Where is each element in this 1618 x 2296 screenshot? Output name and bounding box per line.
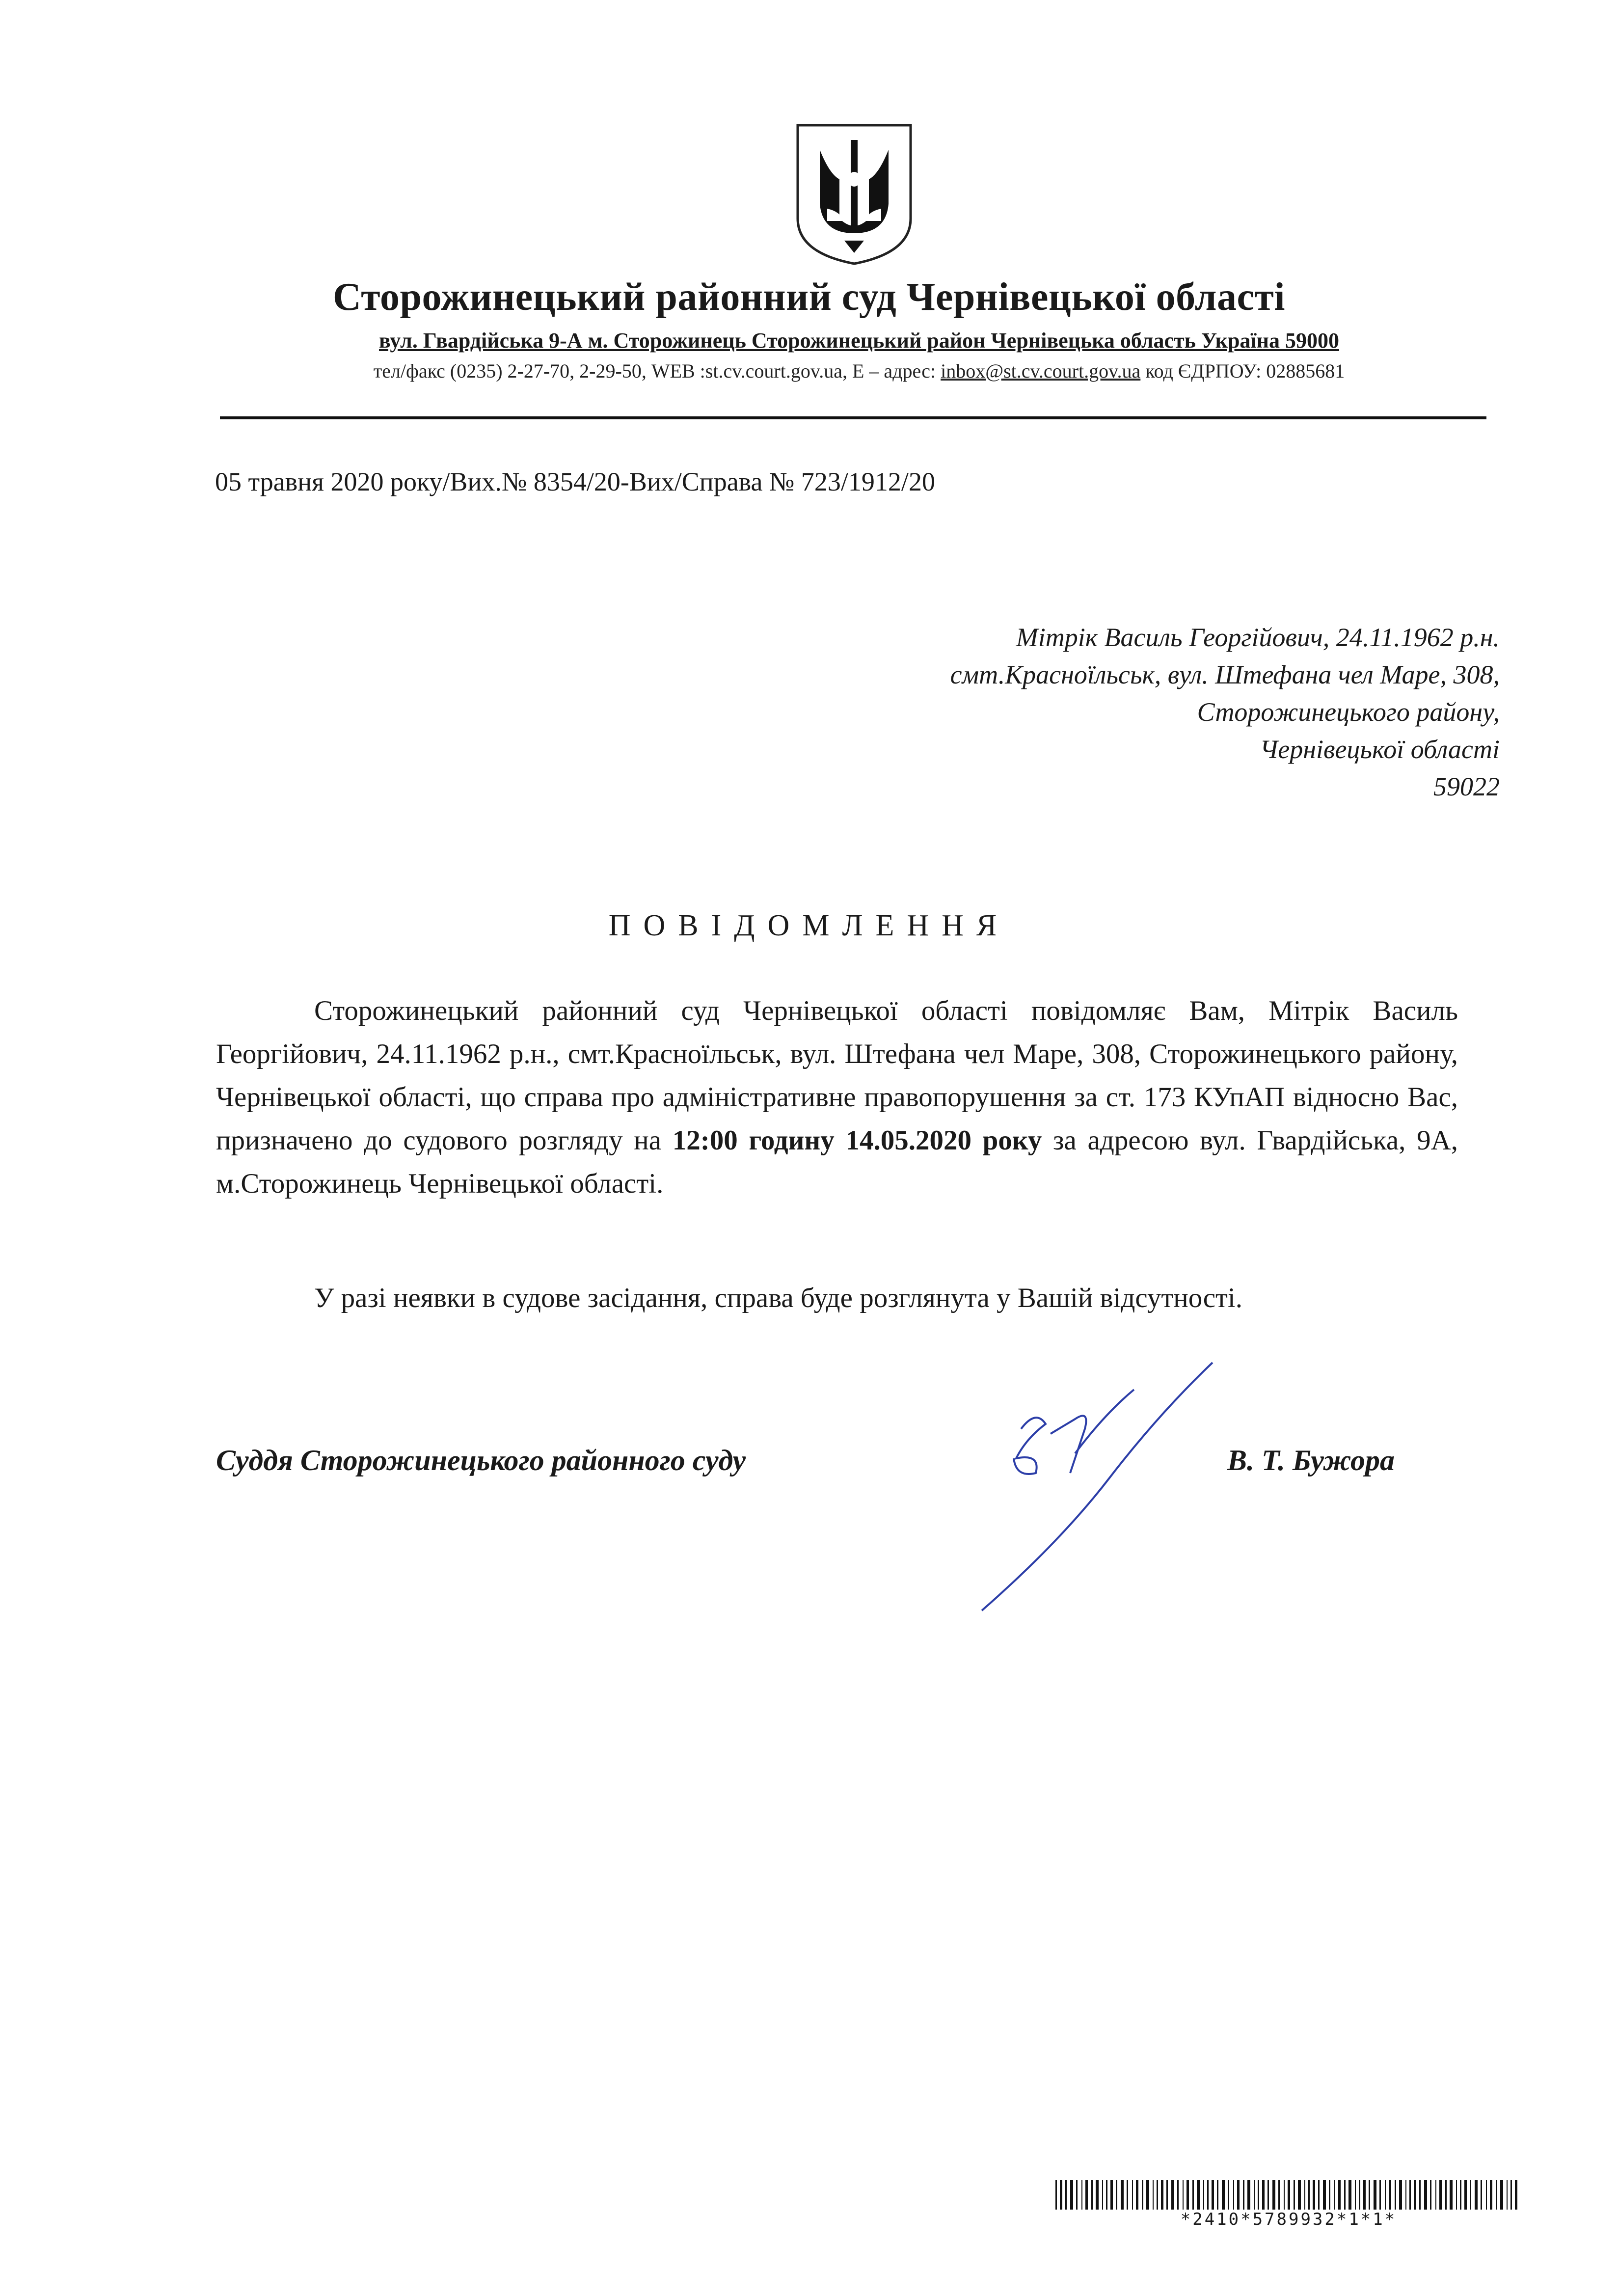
court-name: Сторожинецький районний суд Чернівецької області — [332, 275, 1285, 319]
handwritten-signature-icon — [962, 1355, 1217, 1620]
signer-title: Суддя Сторожинецького районного суду — [216, 1444, 746, 1476]
outgoing-reference: 05 травня 2020 року/Вих.№ 8354/20-Вих/Справа № 723/1912/20 — [215, 467, 935, 496]
barcode-icon — [1055, 2180, 1522, 2210]
document-title: ПОВІДОМЛЕННЯ — [608, 909, 1010, 942]
recipient-line: Сторожинецького району, — [1197, 697, 1500, 727]
contacts-suffix: код ЄДРПОУ: 02885681 — [1140, 360, 1345, 382]
recipient-address-block — [736, 619, 1500, 805]
trident-coat-of-arms-icon — [793, 120, 916, 268]
recipient-line: смт.Красноїльськ, вул. Штефана чел Маре, 308, — [950, 660, 1500, 689]
recipient-line: Чернівецької області — [1260, 735, 1500, 764]
paragraph-text: за адресою вул. Гвардійська, 9А, м.Сторожинець Чернівецької області. — [216, 1125, 1458, 1199]
hearing-datetime: 12:00 годину 14.05.2020 року — [672, 1125, 1042, 1156]
recipient-line: 59022 — [1433, 772, 1500, 801]
absence-warning-paragraph: У разі неявки в судове засідання, справа буде розглянута у Вашій відсутності. — [314, 1283, 1243, 1313]
paragraph-text: Сторожинецький районний суд Чернівецької області повідомляє Вам, Мітрік Василь Георгійович, 24.11.1962 р.н., смт.Красноїльськ, вул. Штефана чел Маре, 308, Сторожинецького району, Чернівецької області, що справа про адміністративне правопорушення за ст. 173 КУпАП відносно Вас, призначено до судового розгляду на — [216, 995, 1458, 1156]
contacts-prefix: тел/факс (0235) 2-27-70, 2-29-50, WEB :st.cv.court.gov.ua, E – адрес: — [373, 360, 941, 382]
recipient-line: Мітрік Василь Георгійович, 24.11.1962 р.н. — [1016, 623, 1500, 652]
court-email-link[interactable]: inbox@st.cv.court.gov.ua — [941, 360, 1141, 382]
signer-name: В. Т. Бужора — [1227, 1444, 1395, 1476]
header-divider — [220, 416, 1486, 419]
court-address: вул. Гвардійська 9-А м. Сторожинець Сторожинецький район Чернівецька область Україна 59000 — [378, 328, 1340, 353]
barcode-number: *2410*5789932*1*1* — [1180, 2210, 1397, 2229]
notice-paragraph — [216, 989, 1458, 1205]
court-contacts — [241, 359, 1478, 383]
